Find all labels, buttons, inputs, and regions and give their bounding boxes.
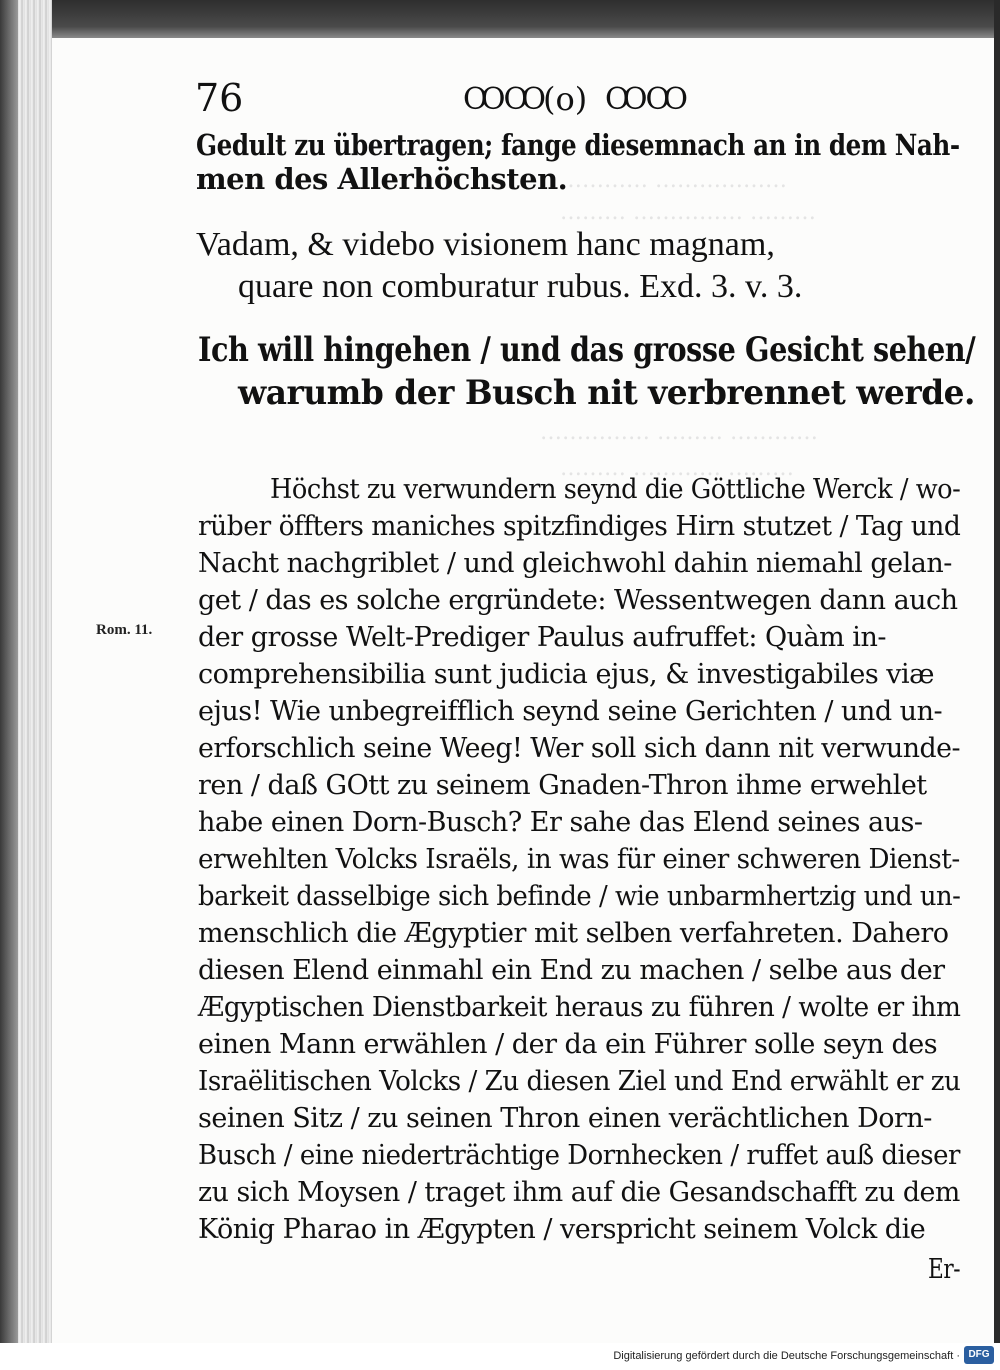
- body-line: erforschlich seine Weeg! Wer soll sich dann nit verwunde-: [198, 733, 961, 764]
- body-line: Höchst zu verwundern seynd die Göttliche Werck / wo-: [270, 474, 961, 505]
- body-line: Ægyptischen Dienstbarkeit heraus zu führen / wolte er ihm: [198, 992, 961, 1023]
- scan-top-edge: [0, 0, 1000, 38]
- body-line: erwehlten Volcks Israëls, in was für einer schweren Dienst-: [198, 844, 960, 875]
- german-quote-line: warumb der Busch nit verbrennet werde.: [238, 373, 975, 413]
- ornament-center-icon: (o): [543, 80, 588, 118]
- margin-reference: Rom. 11.: [96, 622, 153, 638]
- body-line: rüber öffters maniches spitzfindiges Hirn stutzet / Tag und: [198, 511, 961, 542]
- german-quote-line: Ich will hingehen / und das grosse Gesicht sehen/: [198, 330, 976, 370]
- intro-line: men des Allerhöchsten.: [196, 162, 568, 196]
- body-line: get / das es solche ergründete: Wessentwegen dann auch: [198, 585, 958, 616]
- body-line: Busch / eine niederträchtige Dornhecken / ruffet auß dieser: [198, 1140, 960, 1171]
- bleed-through: ……… ………… ………: [560, 456, 794, 481]
- page-header: [195, 76, 695, 122]
- scan-right-edge: [994, 0, 1000, 1370]
- body-line: diesen Elend einmahl ein End zu machen / selbe aus der: [198, 955, 945, 986]
- body-line: Nacht nachgriblet / und gleichwohl dahin niemahl gelan-: [198, 548, 952, 579]
- latin-quote-line: quare non comburatur rubus. Exd. 3. v. 3.: [238, 268, 803, 305]
- dfg-logo-icon: DFG: [964, 1346, 994, 1364]
- ornament-right-icon: ꝎꝎ: [605, 82, 686, 117]
- scan-left-shadow: [0, 0, 18, 1370]
- ornament-left-icon: ꝎꝎ: [463, 82, 544, 117]
- body-line: seinen Sitz / zu seinen Thron einen verächtlichen Dorn-: [198, 1103, 932, 1134]
- intro-line: Gedult zu übertragen; fange diesemnach an in dem Nah-: [196, 128, 960, 162]
- body-line: ejus! Wie unbegreifflich seynd seine Gerichten / und un-: [198, 696, 943, 727]
- funding-credit: Digitalisierung gefördert durch die Deutsche Forschungsgemeinschaft ·: [613, 1350, 960, 1362]
- page-number: 76: [195, 76, 244, 120]
- body-line: König Pharao in Ægypten / verspricht seinem Volck die: [198, 1214, 926, 1245]
- body-line: habe einen Dorn-Busch? Er sahe das Elend seines aus-: [198, 807, 923, 838]
- bleed-through: …………… ……… …………: [540, 420, 818, 445]
- body-line: Israëlitischen Volcks / Zu diesen Ziel und End erwählt er zu: [198, 1066, 961, 1097]
- bleed-through: ………… ………………: [560, 168, 787, 193]
- body-line: comprehensibilia sunt judicia ejus, & investigabiles viæ: [198, 659, 935, 690]
- body-line: der grosse Welt-Prediger Paulus aufruffet: Quàm in-: [198, 622, 886, 653]
- body-line: ren / daß GOtt zu seinem Gnaden-Thron ihme erwehlet: [198, 770, 927, 801]
- body-line: menschlich die Ægyptier mit selben verfahreten. Dahero: [198, 918, 949, 949]
- body-line: einen Mann erwählen / der da ein Führer solle seyn des: [198, 1029, 938, 1060]
- bleed-through: ……… …………… ………: [560, 200, 816, 225]
- body-line: zu sich Moysen / traget ihm auf die Gesandschafft zu dem: [198, 1177, 960, 1208]
- latin-quote-line: Vadam, & videbo visionem hanc magnam,: [196, 226, 775, 263]
- body-line: barkeit dasselbige sich befinde / wie unbarmhertzig und un-: [198, 881, 961, 912]
- catchword: Er-: [928, 1254, 961, 1285]
